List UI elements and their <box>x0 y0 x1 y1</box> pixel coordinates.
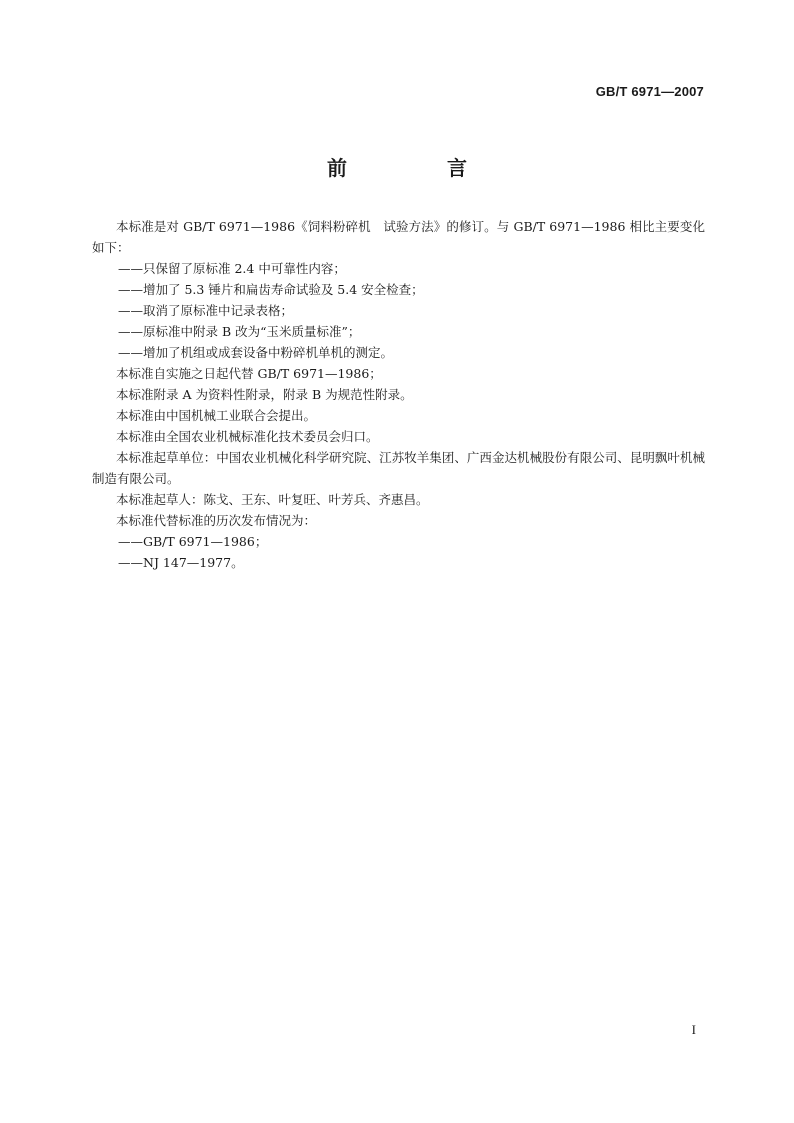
change-item-1: ——只保留了原标准 2.4 中可靠性内容； <box>118 261 346 276</box>
page-title: 前 言 <box>327 156 507 180</box>
page-number: I <box>691 1022 696 1037</box>
drafters-paragraph: 本标准起草人：陈戈、王东、叶复旺、叶芳兵、齐惠昌。 <box>116 492 429 507</box>
history-paragraph: 本标准代替标准的历次发布情况为： <box>116 513 317 528</box>
change-item-5: ——增加了机组或成套设备中粉碎机单机的测定。 <box>118 345 394 360</box>
annex-paragraph: 本标准附录 A 为资料性附录，附录 B 为规范性附录。 <box>116 387 413 402</box>
drafting-units-paragraph: 本标准起草单位：中国农业机械化科学研究院、江苏牧羊集团、广西金达机械股份有限公司、昆明飘叶机械制造有限公司。 <box>92 450 705 486</box>
history-item-1: ——GB/T 6971—1986； <box>118 534 268 549</box>
history-item-2: ——NJ 147—1977。 <box>118 555 244 570</box>
change-item-4: ——原标准中附录 B 改为“玉米质量标准”； <box>118 324 361 339</box>
standard-number: GB/T 6971—2007 <box>595 84 704 99</box>
proposer-paragraph: 本标准由中国机械工业联合会提出。 <box>116 408 317 423</box>
replacement-paragraph: 本标准自实施之日起代替 GB/T 6971—1986； <box>116 366 382 381</box>
administrator-paragraph: 本标准由全国农业机械标准化技术委员会归口。 <box>116 429 379 444</box>
intro-paragraph: 本标准是对 GB/T 6971—1986《饲料粉碎机 试验方法》的修订。与 GB/T 6971—1986 相比主要变化如下： <box>92 219 705 255</box>
foreword-body <box>92 216 705 573</box>
change-item-2: ——增加了 5.3 锤片和扁齿寿命试验及 5.4 安全检查； <box>118 282 424 297</box>
change-item-3: ——取消了原标准中记录表格； <box>118 303 294 318</box>
